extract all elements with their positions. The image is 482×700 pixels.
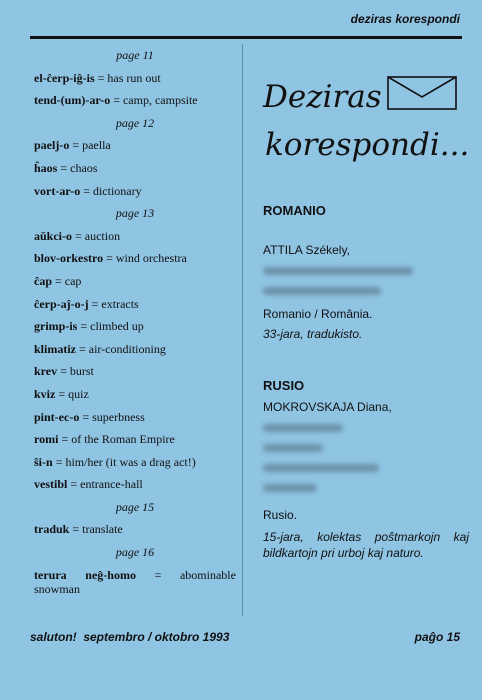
glossary-term: paelj-o (34, 138, 70, 153)
redacted-address-line (263, 457, 469, 477)
glossary-entry (34, 428, 236, 451)
glossary-entry (34, 406, 236, 429)
glossary-definition: = entrance-hall (67, 477, 143, 492)
top-rule (30, 36, 462, 39)
glossary-term: pint-ec-o (34, 409, 80, 424)
glossary-entry (34, 360, 236, 383)
glossary-page-label: page 15 (115, 499, 155, 514)
section-heading: ROMANIO (263, 203, 326, 218)
title-line-1: Deziras (263, 79, 382, 115)
last-def: abominable (179, 567, 236, 582)
title-line-2: korespondi... (265, 127, 470, 163)
glossary-entry (34, 134, 236, 157)
glossary-term: grimp-is (34, 319, 78, 334)
glossary-entry (34, 383, 236, 406)
glossary-term: traduk (34, 522, 70, 537)
redacted-address-line (263, 437, 469, 457)
glossary-term: ĥaos (34, 160, 58, 175)
glossary-definition: = him/her (it was a drag act!) (52, 454, 196, 469)
glossary-definition: = of the Roman Empire (58, 432, 175, 447)
contact-name: MOKROVSKAJA Diana, (263, 400, 392, 414)
glossary-term: vort-ar-o (34, 183, 81, 198)
glossary-page-label: page 13 (115, 206, 155, 221)
section-romanio (263, 203, 469, 344)
glossary-page-label: page 16 (115, 545, 155, 560)
contact-note: 33-jara, tradukisto. (263, 327, 363, 341)
last-def-line2: snowman (34, 581, 80, 596)
glossary-term: blov-orkestro (34, 251, 104, 266)
last-term-1: terura (34, 567, 67, 582)
glossary-entry (34, 293, 236, 316)
glossary-definition: = extracts (88, 296, 139, 311)
glossary-entry (34, 518, 236, 541)
redacted-address-line (263, 260, 469, 280)
glossary-entry (34, 451, 236, 474)
glossary-term: aŭkci-o (34, 228, 73, 243)
glossary-definition: = superbness (79, 409, 145, 424)
glossary-definition: = dictionary (80, 183, 142, 198)
glossary-entry-last (34, 568, 236, 596)
footer (30, 630, 460, 644)
contact-name: ATTILA Székely, (263, 243, 350, 257)
glossary-entry (34, 315, 236, 338)
glossary-entry (34, 180, 236, 203)
envelope-icon (387, 76, 457, 110)
glossary-entry (34, 473, 236, 496)
glossary-definition: = camp, campsite (110, 93, 198, 108)
header-title: deziras korespondi (350, 12, 460, 26)
redacted-address-line (263, 280, 469, 300)
glossary-definition: = wind orchestra (103, 251, 187, 266)
glossary-definition: = translate (69, 522, 123, 537)
glossary-term: kviz (34, 386, 56, 401)
glossary-term: ŝi-n (34, 454, 53, 469)
glossary-definition: = quiz (55, 386, 89, 401)
redacted-address-line (263, 417, 469, 437)
glossary-term: vestibl (34, 477, 68, 492)
glossary-page-label: page 12 (115, 115, 155, 130)
column-divider (242, 44, 243, 616)
glossary-definition: = climbed up (77, 319, 144, 334)
glossary-entry (34, 247, 236, 270)
footer-issue: saluton! septembro / oktobro 1993 (30, 630, 230, 644)
glossary-definition: = auction (72, 228, 121, 243)
glossary-column (34, 44, 236, 596)
last-equals: = (154, 567, 162, 582)
glossary-definition: = cap (52, 273, 82, 288)
contact-note: 15-jara, kolektas poŝtmarkojn kaj bildkartojn pri urboj kaj naturo. (263, 530, 469, 560)
glossary-entry (34, 67, 236, 90)
glossary-entry (34, 157, 236, 180)
glossary-term: tend-(um)-ar-o (34, 93, 111, 108)
glossary-page-label: page 11 (116, 48, 154, 62)
glossary-definition: = burst (57, 364, 94, 379)
last-term-2: neĝ-homo (85, 567, 136, 582)
glossary-term: klimatiz (34, 341, 76, 356)
correspondence-column (263, 60, 469, 561)
redacted-address-line (263, 477, 469, 497)
title-block (263, 60, 469, 190)
glossary-definition: = air-conditioning (76, 341, 166, 356)
footer-page-number: paĝo 15 (414, 630, 460, 644)
glossary-definition: = paella (69, 138, 111, 153)
contact-country: Romanio / România. (263, 307, 373, 321)
glossary-list (34, 44, 236, 564)
glossary-definition: = has run out (94, 70, 161, 85)
glossary-entry (34, 225, 236, 248)
glossary-entry (34, 89, 236, 112)
glossary-term: ĉap (34, 273, 52, 288)
glossary-definition: = chaos (57, 160, 98, 175)
glossary-entry (34, 270, 236, 293)
section-rusio (263, 378, 469, 561)
glossary-term: ĉerp-aĵ-o-j (34, 296, 89, 311)
glossary-term: el-ĉerp-iĝ-is (34, 70, 95, 85)
glossary-term: romi (34, 432, 59, 447)
contact-country: Rusio. (263, 508, 298, 522)
glossary-entry (34, 338, 236, 361)
section-heading: RUSIO (263, 378, 305, 393)
glossary-term: krev (34, 364, 58, 379)
